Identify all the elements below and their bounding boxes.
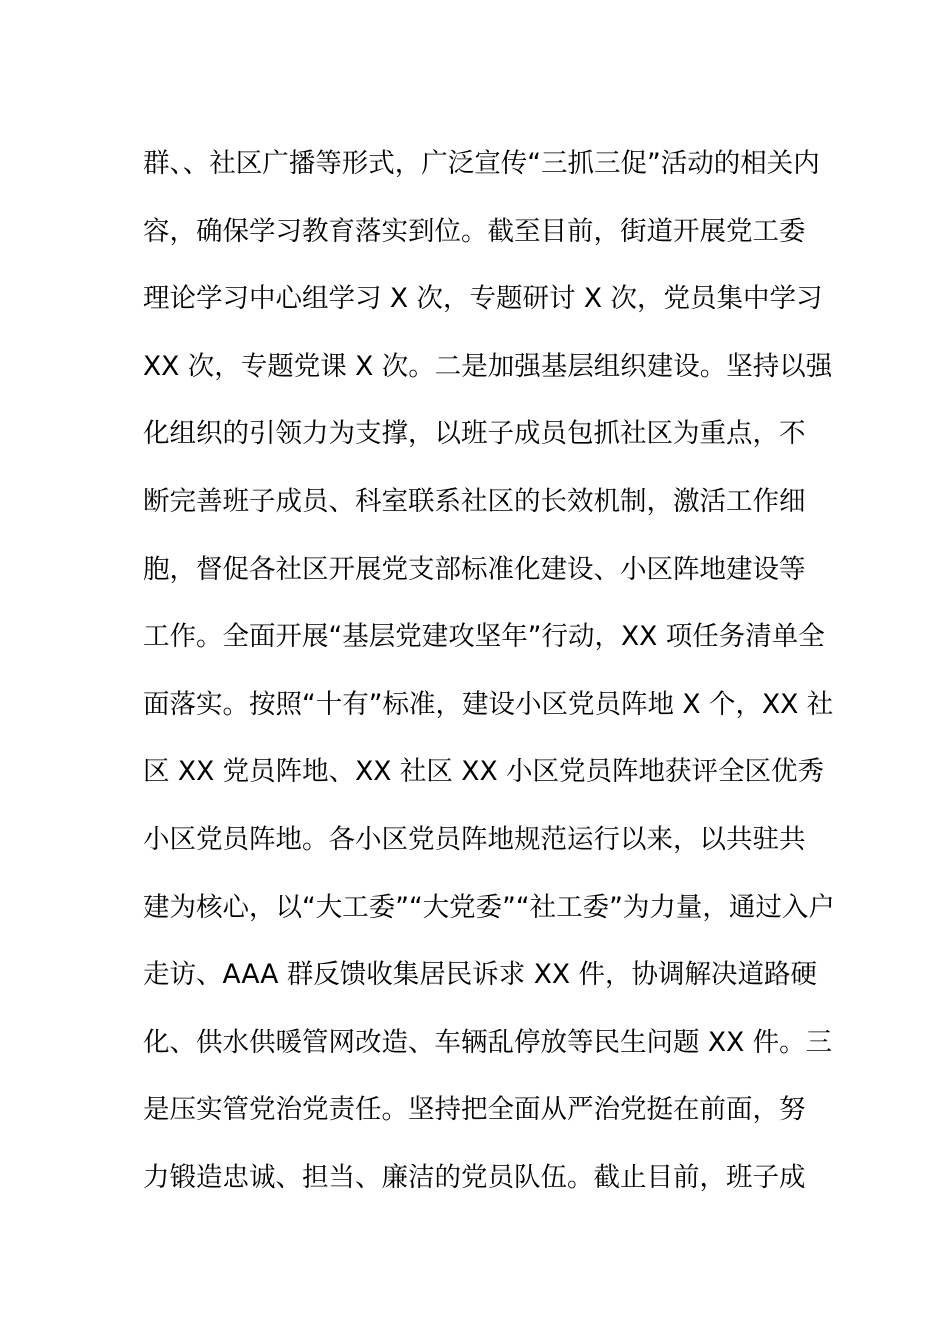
text-line: 胞，督促各社区开展党支部标准化建设、小区阵地建设等: [143, 553, 806, 585]
text-line: 面落实。按照“十有”标准，建设小区党员阵地 X 个，XX 社: [143, 688, 834, 720]
text-line: 化组织的引领力为支撑，以班子成员包抓社区为重点，不: [143, 418, 806, 450]
text-line: 工作。全面开展“基层党建攻坚年”行动，XX 项任务清单全: [143, 621, 825, 653]
text-line: 断完善班子成员、科室联系社区的长效机制，激活工作细: [143, 485, 806, 517]
text-line: 走访、AAA 群反馈收集居民诉求 XX 件，协调解决道路硬: [143, 959, 817, 991]
text-line: XX 次，专题党课 X 次。二是加强基层组织建设。坚持以强: [143, 350, 833, 382]
text-line: 群、、社区广播等形式，广泛宣传“三抓三促”活动的相关内: [143, 148, 820, 179]
text-line: 区 XX 党员阵地、XX 社区 XX 小区党员阵地获评全区优秀: [143, 756, 825, 788]
text-line: 理论学习中心组学习 X 次，专题研讨 X 次，党员集中学习: [143, 283, 823, 315]
text-line: 建为核心，以“大工委”“大党委”“社工委”为力量，通过入户: [143, 891, 835, 923]
text-line: 小区党员阵地。各小区党员阵地规范运行以来，以共驻共: [143, 823, 806, 855]
body-paragraph: [143, 130, 835, 1212]
text-line: 力锻造忠诚、担当、廉洁的党员队伍。截止目前，班子成: [143, 1161, 806, 1193]
text-line: 容，确保学习教育落实到位。截至目前，街道开展党工委: [143, 215, 806, 247]
text-line: 是压实管党治党责任。坚持把全面从严治党挺在前面，努: [143, 1094, 806, 1126]
text-line: 化、供水供暖管网改造、车辆乱停放等民生问题 XX 件。三: [143, 1026, 833, 1058]
